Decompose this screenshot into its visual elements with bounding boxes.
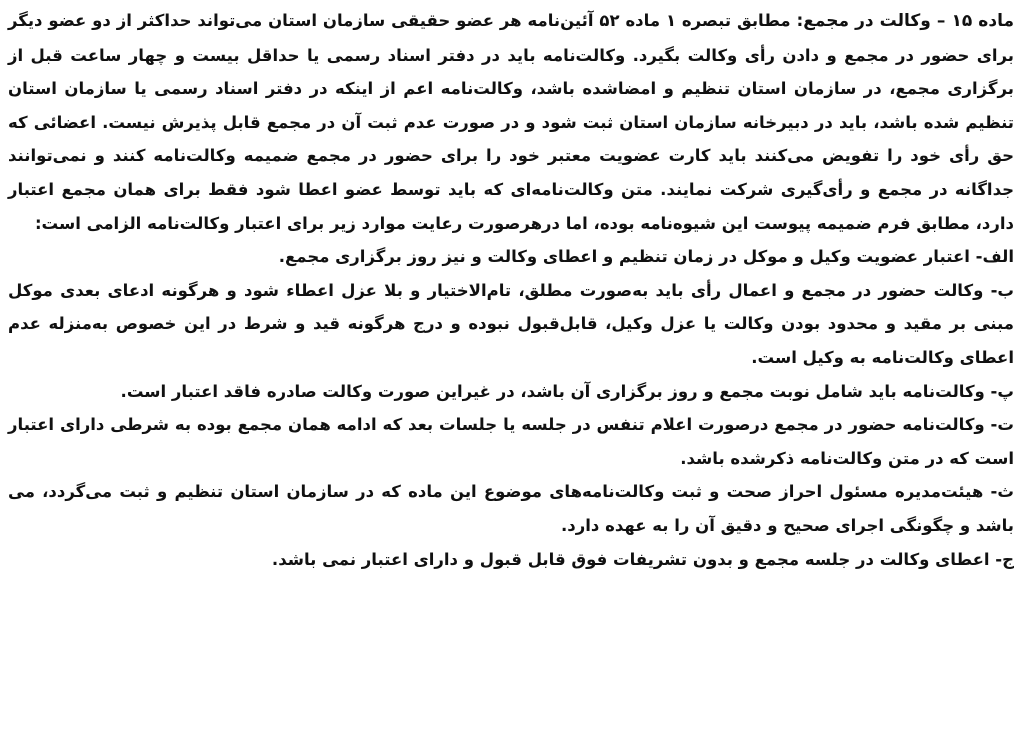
article-paragraph xyxy=(8,4,1014,240)
clause-te: ت- وکالت‌نامه حضور در مجمع درصورت اعلام تنفس در جلسه یا جلسات بعد که ادامه همان مجمع بوده به شرطی دارای اعتبار است که در متن وکالت‌نامه ذکرشده باشد. xyxy=(8,415,1014,468)
clause-alef: الف- اعتبار عضویت وکیل و موکل در زمان تنظیم و اعطای وکالت و نیز روز برگزاری مجمع. xyxy=(278,247,1014,267)
clause-be: ب- وکالت حضور در مجمع و اعمال رأی باید به‌صورت مطلق، تام‌الاختیار و بلا عزل اعطاء شود و هرگونه ادعای بعدی موکل مبنی بر مقید و محدود بودن وکالت یا عزل وکیل، قابل‌قبول نبوده و درج هرگونه قید و شرط در این خصوص به‌منزله عدم اعطای وکالت‌نامه به وکیل است. xyxy=(8,280,1014,367)
clause-se: ث- هیئت‌مدیره مسئول احراز صحت و ثبت وکالت‌نامه‌های موضوع این ماده که در سازمان استان تنظیم و ثبت می‌گردد، می باشد و چگونگی اجرای صحیح و دقیق آن را به عهده دارد. xyxy=(8,482,1014,535)
clause-pe: پ- وکالت‌نامه باید شامل نوبت مجمع و روز برگزاری آن باشد، در غیراین صورت وکالت صادره فاقد اعتبار است. xyxy=(120,381,1014,401)
article-body: مطابق تبصره ۱ ماده ۵۲ آئین‌نامه هر عضو حقیقی سازمان استان می‌تواند حداکثر از دو عضو دیگر برای حضور در مجمع و دادن رأی وکالت بگیرد. وکالت‌نامه باید در دفتر اسناد رسمی یا حداقل بیست و چهار ساعت قبل از برگزاری مجمع، در سازمان استان تنظیم و امضاشده باشد، وکالت‌نامه اعم از اینکه در دفتر اسناد رسمی یا سازمان استان تنظیم شده باشد، باید در دبیرخانه سازمان استان ثبت شود و در صورت عدم ثبت آن در مجمع قابل پذیرش نیست. اعضائی که حق رأی خود را تفویض می‌کنند باید کارت عضویت معتبر خود را برای حضور در مجمع ضمیمه وکالت‌نامه کنند و نمی‌توانند جداگانه در مجمع و رأی‌گیری شرکت نمایند. متن وکالت‌نامه‌ای که باید توسط عضو اعطا شود فقط برای همان مجمع اعتبار دارد، مطابق فرم ضمیمه پیوست این شیوه‌نامه بوده، اما درهرصورت رعایت موارد زیر برای اعتبار وکالت‌نامه الزامی است: xyxy=(8,11,1014,233)
clause-jim: ج- اعطای وکالت در جلسه مجمع و بدون تشریفات فوق قابل قبول و دارای اعتبار نمی باشد. xyxy=(271,549,1014,569)
article-heading: ماده ۱۵ – وکالت در مجمع: xyxy=(796,11,1014,31)
